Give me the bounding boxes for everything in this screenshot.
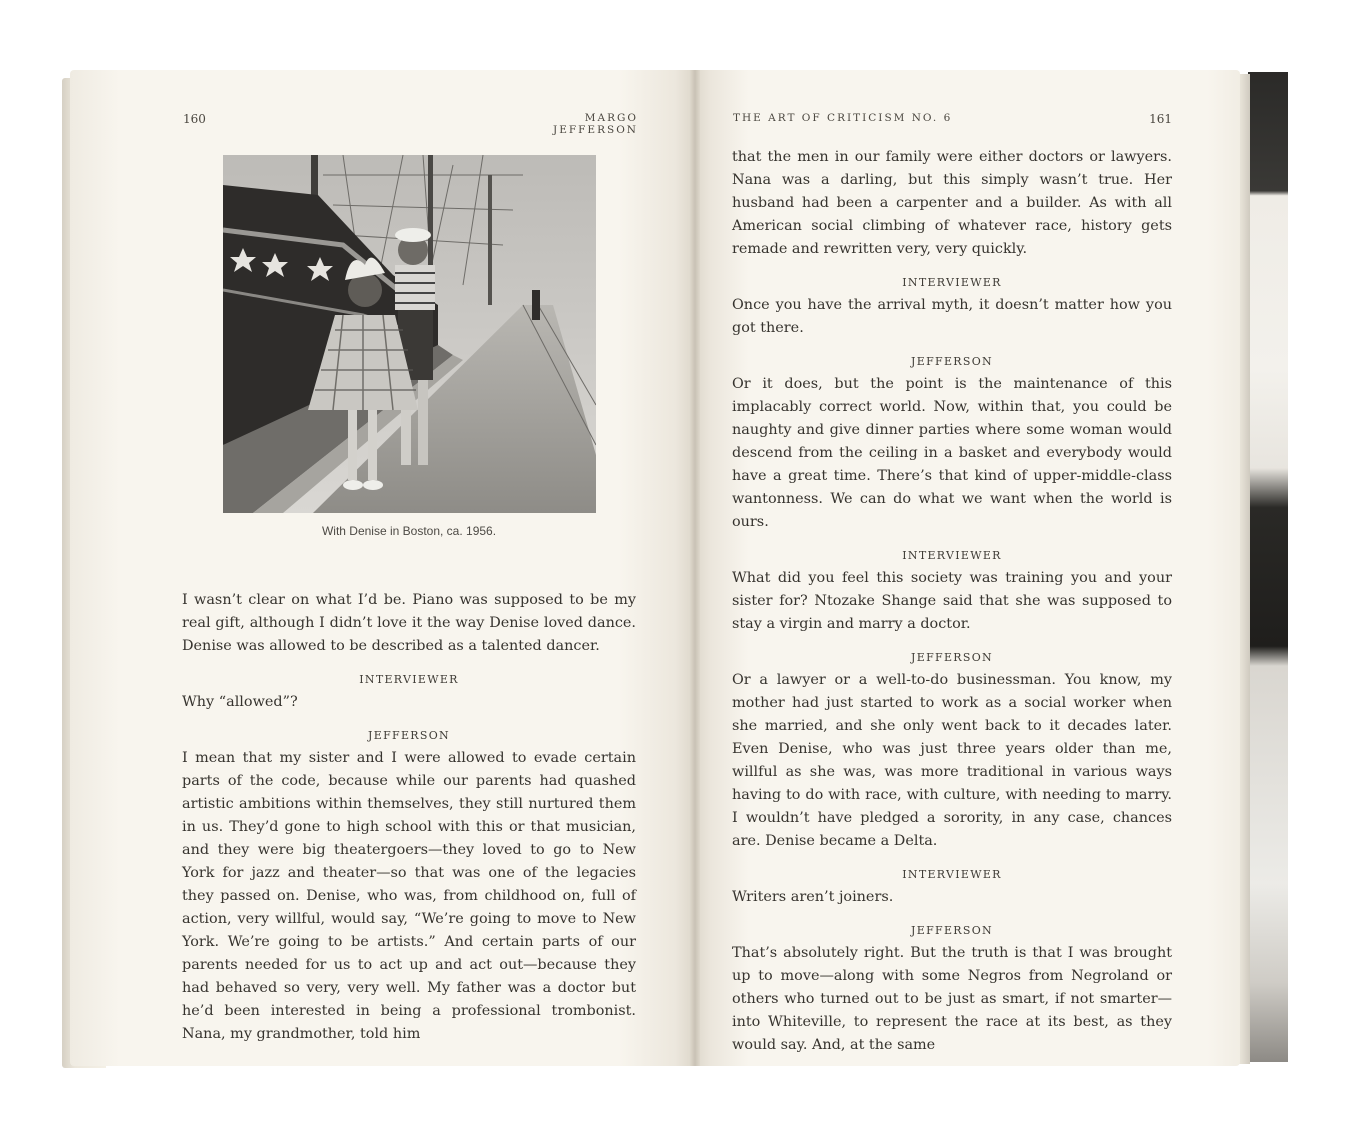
body-paragraph: Or a lawyer or a well-to-do businessman. You know, my mother had just started to work as a social worker when she married, and she only went back to it decades later. Even Denise, who was just three years older than me, willful as she was, was more traditional in various ways having to do with race, with culture, with needing to marry. I wouldn’t have pledged a sorority, in any case, chances are. Denise became a Delta. [732, 672, 1172, 849]
speaker-label: JEFFERSON [911, 651, 993, 664]
body-paragraph: That’s absolutely right. But the truth is that I was brought up to move—along with some Negros from Negroland or others who turned out to be just as smart, if not smarter—into Whiteville, to represent the race at its best, as they would say. And, at the same [732, 945, 1172, 1053]
left-folio: 160 [183, 112, 206, 126]
body-paragraph: I mean that my sister and I were allowed to evade certain parts of the code, because while our parents had quashed artistic ambitions within themselves, they still nurtured them in us. They’d gone to high school with this or that musician, and they were big theatergoers—they loved to go to New York for jazz and theater—so that was one of the legacies they passed on. Denise, who was, from childhood on, full of action, very willful, would say, “We’re going to move to New York. We’re going to be artists.” And certain parts of our parents needed for us to act up and act out—because they had behaved so very, very well. My father was a doctor but he’d been interested in being a professional trombonist. Nana, my grandmother, told him [182, 750, 636, 1042]
left-page-body [182, 589, 636, 1046]
book-gutter [690, 70, 700, 1066]
speaker-label: INTERVIEWER [902, 276, 1002, 289]
speaker-label: JEFFERSON [911, 924, 993, 937]
book-cover-edge [1248, 72, 1288, 1062]
photo-caption: With Denise in Boston, ca. 1956. [321, 524, 497, 538]
body-paragraph: that the men in our family were either doctors or lawyers. Nana was a darling, but this simply wasn’t true. Her husband had been a carpenter and a builder. As with all American social climbing of whatever race, history gets remade and rewritten very, very quickly. [732, 149, 1172, 257]
speaker-label: INTERVIEWER [902, 868, 1002, 881]
speaker-label: JEFFERSON [368, 729, 450, 742]
body-paragraph: Once you have the arrival myth, it doesn’t matter how you got there. [732, 297, 1172, 336]
body-paragraph: I wasn’t clear on what I’d be. Piano was supposed to be my real gift, although I didn’t love it the way Denise loved dance. Denise was allowed to be described as a talented dancer. [182, 592, 636, 654]
speaker-label: JEFFERSON [911, 355, 993, 368]
right-page-body [732, 146, 1172, 1057]
speaker-label: INTERVIEWER [902, 549, 1002, 562]
body-paragraph: Why “allowed”? [182, 694, 298, 710]
left-running-head: MARGO JEFFERSON [552, 112, 638, 136]
speaker-label: INTERVIEWER [359, 673, 459, 686]
right-folio: 161 [1149, 112, 1172, 126]
body-paragraph: Writers aren’t joiners. [732, 889, 894, 905]
body-paragraph: Or it does, but the point is the maintenance of this implacably correct world. Now, within that, you could be naughty and give dinner parties where some woman would descend from the ceiling in a basket and everybody would have a great time. There’s that kind of upper-middle-class wantonness. We can do what we want when the world is ours. [732, 376, 1172, 530]
photograph [223, 155, 596, 513]
body-paragraph: What did you feel this society was training you and your sister for? Ntozake Shange said that she was supposed to stay a virgin and marry a doctor. [732, 570, 1172, 632]
right-running-head: THE ART OF CRITICISM NO. 6 [733, 112, 953, 124]
